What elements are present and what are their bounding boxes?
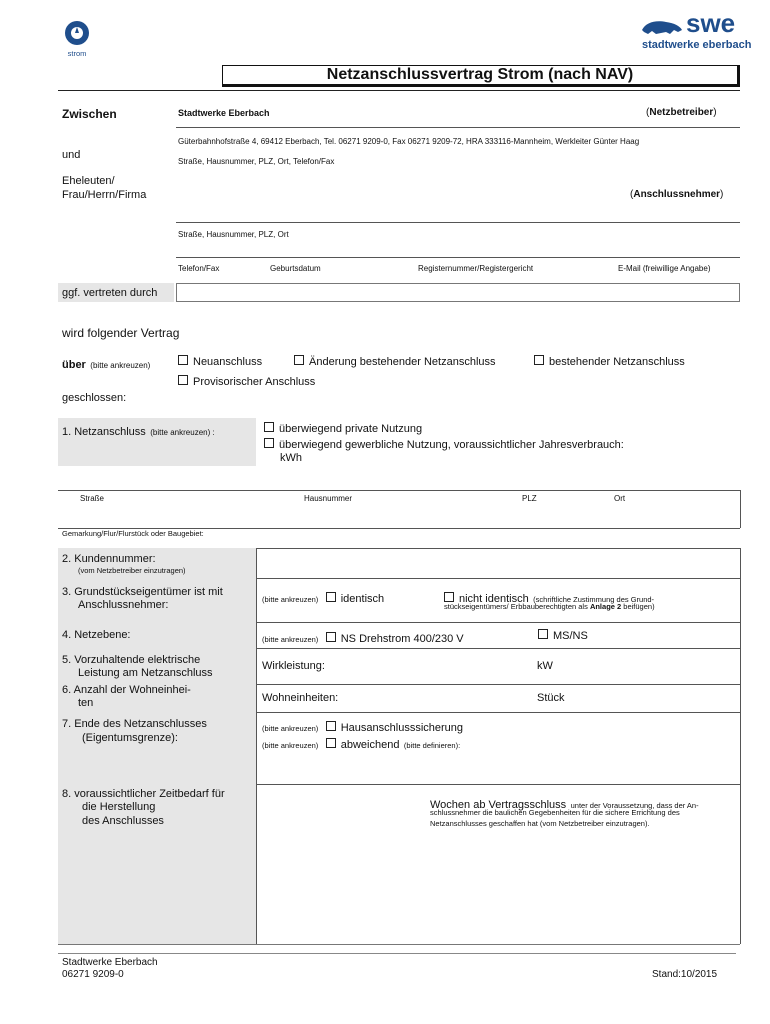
r7-label-1: 7. Ende des Netzanschlusses [62, 718, 207, 730]
r5-label-1: 5. Vorzuhaltende elektrische [62, 654, 201, 666]
r3-label-2: Anschlussnehmer: [78, 599, 169, 611]
strom-logo-caption: strom [67, 49, 87, 58]
page-title: Netzanschlussvertrag Strom (nach NAV) [326, 66, 634, 83]
r3-label-1: 3. Grundstückseigentümer ist mit [62, 586, 223, 598]
address-hint-2: Straße, Hausnummer, PLZ, Ort [178, 230, 289, 239]
opt-change[interactable] [294, 355, 496, 368]
operator-name: Stadtwerke Eberbach [178, 108, 270, 118]
r6-field[interactable]: Wohneinheiten: [262, 692, 339, 704]
checkbox[interactable] [178, 375, 188, 385]
checkbox[interactable] [538, 629, 548, 639]
r3-note-1: (schriftliche Zustimmung des Grund- [533, 595, 655, 604]
col-house: Hausnummer [304, 494, 353, 503]
row-line [256, 712, 740, 713]
r3-opt1[interactable] [262, 589, 384, 607]
r3-note-3: beifügen) [623, 602, 655, 611]
r3-note-bold: Anlage 2 [589, 602, 622, 611]
rows-bottom-line [58, 944, 740, 945]
operator-role: (Netzbetreiber) [646, 107, 717, 118]
customer-line [176, 222, 740, 223]
r8-label-1: 8. voraussichtlicher Zeitbedarf für [62, 788, 225, 800]
operator-line [176, 127, 740, 128]
r8-label-3: des Anschlusses [82, 815, 164, 827]
r7-opt2-label: abweichend [340, 739, 400, 751]
r3-note-2: stückseigentümers/ Erbbauberechtigten als [444, 602, 588, 611]
checkbox[interactable] [326, 592, 336, 602]
r3-note-line2 [444, 602, 655, 611]
opt-private[interactable] [264, 422, 422, 435]
row-line [256, 784, 740, 785]
r4-opt2[interactable] [538, 629, 588, 642]
opt-new-label: Neuanschluss [193, 356, 263, 368]
ueber-row [62, 355, 150, 373]
section1-hint: (bitte ankreuzen) : [150, 428, 215, 437]
opt-commercial-label: überwiegend gewerbliche Nutzung, voraussichtlicher Jahresverbrauch: [279, 439, 624, 451]
represented-label: ggf. vertreten durch [62, 287, 158, 299]
street-top-line [58, 490, 740, 491]
col-city: Ort [614, 494, 626, 503]
r6-label-1: 6. Anzahl der Wohneinhei- [62, 684, 191, 696]
r8-weeks: Wochen ab Vertragsschluss [430, 799, 567, 811]
address-hint: Straße, Hausnummer, PLZ, Ort, Telefon/Fax [178, 157, 335, 166]
rows-right-border [740, 548, 741, 944]
col-street: Straße [80, 494, 105, 503]
operator-role-text: Netzbetreiber [649, 107, 714, 118]
opt-existing[interactable] [534, 355, 685, 368]
footer-stand: Stand:10/2015 [652, 969, 718, 980]
brand-full: stadtwerke eberbach [642, 39, 752, 51]
r5-unit: kW [537, 660, 553, 672]
opt-provisional[interactable] [178, 375, 315, 388]
r7-opt1[interactable] [262, 718, 463, 736]
customer-label-2: Frau/Herrn/Firma [62, 189, 147, 201]
r3-opt1-label: identisch [340, 593, 385, 605]
r8-note-1: unter der Voraussetzung, dass der An- [570, 801, 699, 810]
r5-field[interactable]: Wirkleistung: [262, 660, 325, 672]
r7-hint: (bitte ankreuzen) [262, 724, 319, 733]
r7-hint-2: (bitte ankreuzen) [262, 741, 319, 750]
boar-icon [640, 16, 684, 38]
checkbox[interactable] [326, 721, 336, 731]
kwh-unit: kWh [280, 452, 302, 464]
col-email: E-Mail (freiwillige Angabe) [618, 264, 711, 273]
footer-line [58, 953, 736, 954]
opt-private-label: überwiegend private Nutzung [279, 423, 423, 435]
r3-opt2-label: nicht identisch [459, 593, 529, 605]
r7-label-2: (Eigentumsgrenze): [82, 732, 178, 744]
row-line [256, 578, 740, 579]
swe-logo [640, 10, 750, 52]
col-register: Registernummer/Registergericht [418, 264, 534, 273]
checkbox[interactable] [178, 355, 188, 365]
r8-note-2: schlussnehmer die baulichen Gegebenheiten für die sichere Errichtung des [430, 808, 680, 817]
r4-label: 4. Netzebene: [62, 629, 131, 641]
r6-label-2: ten [78, 697, 94, 709]
title-rule [58, 90, 740, 91]
r4-opt2-label: MS/NS [553, 630, 588, 642]
ueber-hint: (bitte ankreuzen) [90, 361, 151, 370]
r2-hint: (vom Netzbetreiber einzutragen) [78, 566, 186, 575]
title-box [222, 65, 740, 87]
customer-role-text: Anschlussnehmer [633, 189, 721, 200]
checkbox[interactable] [326, 738, 336, 748]
zwischen-label: Zwischen [62, 107, 117, 121]
row-line [256, 648, 740, 649]
r3-hint: (bitte ankreuzen) [262, 595, 319, 604]
strom-logo [62, 20, 92, 58]
represented-field[interactable] [176, 283, 740, 302]
strom-logo-icon [62, 20, 92, 46]
col-zip: PLZ [522, 494, 537, 503]
checkbox[interactable] [326, 632, 336, 642]
checkbox[interactable] [444, 592, 454, 602]
und-label: und [62, 149, 81, 161]
street-right-border [740, 490, 741, 528]
r4-hint: (bitte ankreuzen) [262, 635, 319, 644]
checkbox[interactable] [534, 355, 544, 365]
checkbox[interactable] [294, 355, 304, 365]
brand-short: swe [686, 8, 736, 38]
r7-opt2-hint: (bitte definieren): [403, 741, 461, 750]
footer-phone: 06271 9209-0 [62, 969, 124, 980]
parcel-label: Gemarkung/Flur/Flurstück oder Baugebiet: [62, 529, 204, 538]
r6-unit: Stück [537, 692, 565, 704]
checkbox[interactable] [264, 438, 274, 448]
r4-opt1[interactable] [262, 629, 464, 647]
operator-address: Güterbahnhofstraße 4, 69412 Eberbach, Tel. 06271 9209-0, Fax 06271 9209-72, HRA 333116-Mannheim, Werkleiter Günter Haag [178, 137, 640, 146]
opt-existing-label: bestehender Netzanschluss [549, 356, 685, 368]
row-line [256, 622, 740, 623]
customer-number-field[interactable] [258, 550, 738, 576]
r8-label-2: die Herstellung [82, 801, 156, 813]
col-birth: Geburtsdatum [270, 264, 321, 273]
section1-label: 1. Netzanschluss [62, 426, 146, 438]
opt-commercial[interactable] [264, 438, 624, 451]
opt-change-label: Änderung bestehender Netzanschluss [309, 356, 496, 368]
rows-divider [256, 548, 257, 944]
customer-role: (Anschlussnehmer) [630, 189, 724, 200]
section1-label-row [62, 422, 215, 440]
concluded-label: geschlossen: [62, 392, 127, 404]
customer-address-line [176, 257, 740, 258]
footer-company: Stadtwerke Eberbach [62, 957, 158, 968]
opt-new[interactable] [178, 355, 262, 368]
r8-note-3: Netzanschlusses geschaffen hat (vom Netzbetreiber einzutragen). [430, 819, 650, 828]
r2-label: 2. Kundennummer: [62, 553, 156, 565]
r7-opt2[interactable] [262, 735, 460, 753]
r7-opt1-label: Hausanschlusssicherung [340, 722, 464, 734]
customer-label-1: Eheleuten/ [62, 175, 115, 187]
contract-intro: wird folgender Vertrag [62, 326, 180, 340]
row-line [256, 684, 740, 685]
col-phone: Telefon/Fax [178, 264, 220, 273]
r5-label-2: Leistung am Netzanschluss [78, 667, 213, 679]
r4-opt1-label: NS Drehstrom 400/230 V [340, 633, 464, 645]
ueber-label: über [62, 359, 86, 371]
opt-provisional-label: Provisorischer Anschluss [193, 376, 316, 388]
checkbox[interactable] [264, 422, 274, 432]
